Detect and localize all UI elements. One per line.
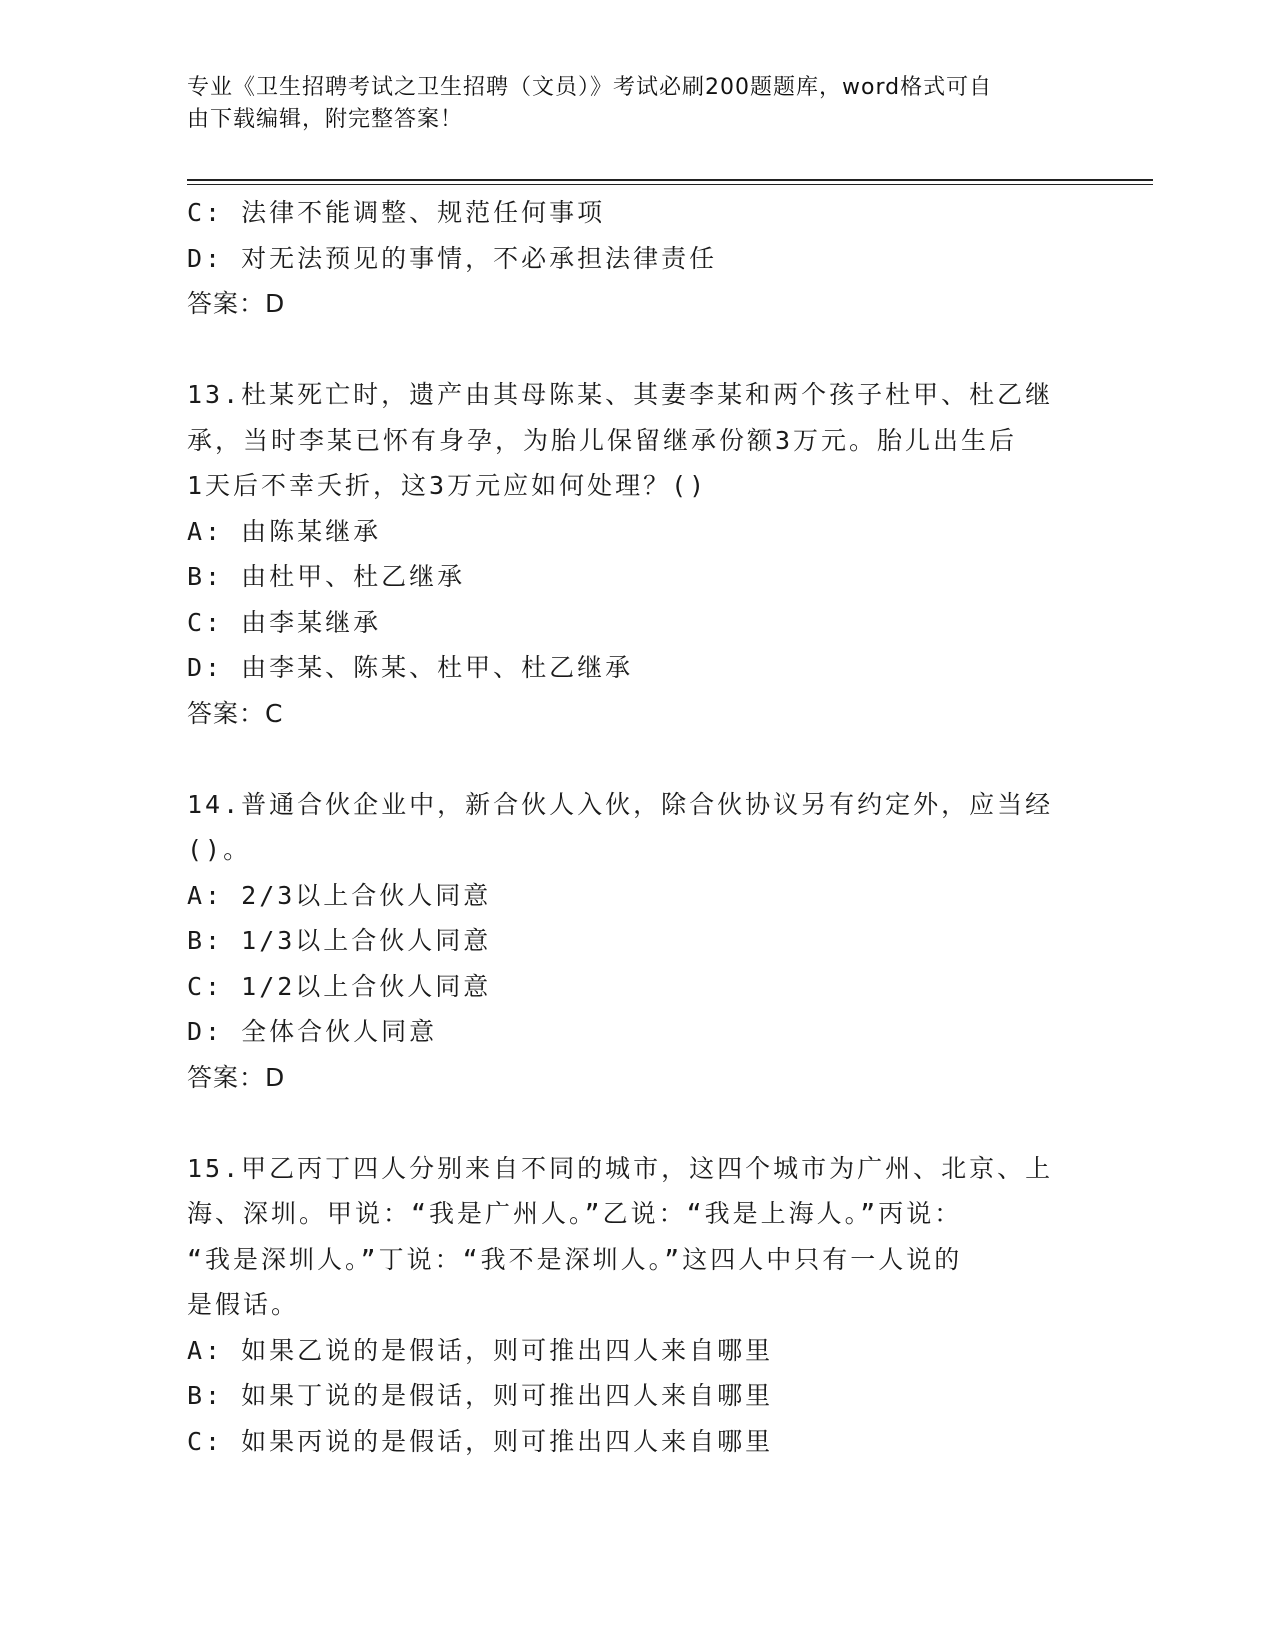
answer-line: 答案：D: [187, 289, 286, 318]
question-text-line: 是假话。: [187, 1290, 300, 1319]
option-a: A: 由陈某继承: [187, 516, 382, 546]
option-b: B: 如果丁说的是假话，则可推出四人来自哪里: [187, 1381, 774, 1410]
question-text-line: 1天后不幸夭折，这3万元应如何处理？(): [187, 471, 708, 500]
option-c: C: 如果丙说的是假话，则可推出四人来自哪里: [187, 1426, 774, 1456]
answer-line: 答案：C: [187, 698, 284, 728]
option-a: A: 2/3以上合伙人同意: [187, 880, 492, 910]
header-title-line-2: 由下载编辑，附完整答案！: [187, 107, 464, 132]
question-text-line: 承，当时李某已怀有身孕，为胎儿保留继承份额3万元。胎儿出生后: [187, 425, 1018, 455]
question-text-line: 14.普通合伙企业中，新合伙人入伙，除合伙协议另有约定外，应当经: [187, 789, 1054, 819]
question-text-line: 15.甲乙丙丁四人分别来自不同的城市，这四个城市为广州、北京、上: [187, 1153, 1054, 1183]
header-title-line-1: 专业《卫生招聘考试之卫生招聘（文员）》考试必刷200题题库，word格式可自: [187, 75, 993, 100]
question-content: [187, 190, 1087, 1464]
spacer: [187, 1100, 1087, 1146]
spacer: [187, 327, 1087, 373]
option-d: D: 对无法预见的事情，不必承担法律责任: [187, 243, 718, 273]
question-text-line: “我是深圳人。”丁说：“我不是深圳人。”这四人中只有一人说的: [187, 1244, 963, 1274]
question-text-line: ()。: [187, 835, 252, 864]
question-text-line: 海、深圳。甲说：“我是广州人。”乙说：“我是上海人。”丙说：: [187, 1199, 963, 1228]
option-d: D: 全体合伙人同意: [187, 1017, 438, 1046]
option-c: C: 1/2以上合伙人同意: [187, 971, 492, 1001]
question-14: [187, 782, 1087, 1101]
question-13: [187, 372, 1087, 736]
header-divider-thin: [187, 184, 1153, 185]
option-b: B: 由杜甲、杜乙继承: [187, 562, 466, 591]
spacer: [187, 736, 1087, 782]
answer-line: 答案：D: [187, 1062, 286, 1092]
header-divider-thick: [187, 179, 1153, 181]
document-header: [187, 72, 1067, 136]
question-15: [187, 1146, 1087, 1465]
previous-question-tail: [187, 190, 1087, 327]
option-d: D: 由李某、陈某、杜甲、杜乙继承: [187, 653, 634, 682]
question-text-line: 13.杜某死亡时，遗产由其母陈某、其妻李某和两个孩子杜甲、杜乙继: [187, 380, 1054, 409]
option-c: C: 由李某继承: [187, 607, 382, 637]
option-c: C: 法律不能调整、规范任何事项: [187, 198, 606, 227]
option-b: B: 1/3以上合伙人同意: [187, 926, 492, 955]
option-a: A: 如果乙说的是假话，则可推出四人来自哪里: [187, 1335, 774, 1365]
